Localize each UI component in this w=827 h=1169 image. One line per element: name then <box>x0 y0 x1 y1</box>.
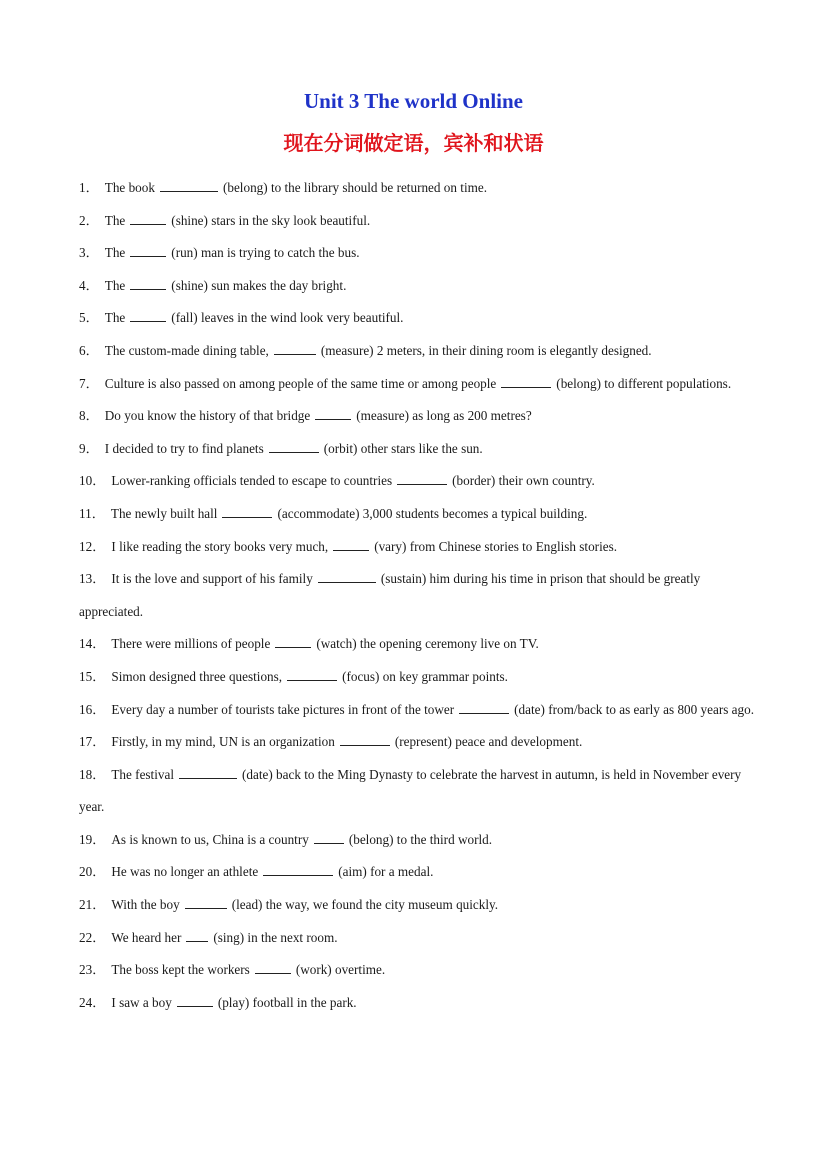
question-text-before: Do you know the history of that bridge <box>104 408 311 424</box>
question-text-before: Every day a number of tourists take pictures in front of the tower <box>111 701 455 717</box>
question-text-after: (sustain) him during his time in prison that should be greatly appreciated. <box>79 571 701 619</box>
answer-blank <box>333 539 369 551</box>
question-item <box>79 628 759 661</box>
answer-blank <box>130 310 166 322</box>
answer-blank <box>287 669 337 681</box>
question-text-before: I saw a boy <box>111 994 172 1010</box>
question-text-after: (fall) leaves in the wind look very beautiful. <box>171 310 404 326</box>
answer-blank <box>397 473 447 485</box>
question-item <box>79 237 759 270</box>
answer-blank <box>186 930 208 942</box>
page-title: Unit 3 The world Online <box>304 89 523 113</box>
question-number: 6． <box>79 342 99 358</box>
answer-blank <box>160 180 218 192</box>
question-text-after: (border) their own country. <box>452 473 595 489</box>
question-text-after: (focus) on key grammar points. <box>342 668 508 684</box>
question-item <box>79 205 759 238</box>
question-number: 5． <box>79 310 99 326</box>
question-number: 14． <box>79 636 106 652</box>
question-number: 23． <box>79 962 106 978</box>
question-number: 11． <box>79 505 105 521</box>
question-text-after: (belong) to the third world. <box>348 831 493 847</box>
question-text-before: I like reading the story books very much, <box>111 538 329 554</box>
question-text-after: (shine) sun makes the day bright. <box>171 277 347 293</box>
question-number: 9． <box>79 440 99 456</box>
answer-blank <box>314 832 344 844</box>
question-text-before: The <box>104 310 126 326</box>
question-text-before: I decided to try to find planets <box>104 440 264 456</box>
question-text-after: (orbit) other stars like the sun. <box>323 440 483 456</box>
question-item <box>79 498 759 531</box>
question-text-after: (aim) for a medal. <box>338 864 434 880</box>
question-item <box>79 531 759 564</box>
question-number: 3． <box>79 245 99 261</box>
question-list <box>79 172 759 1019</box>
question-text-after: (shine) stars in the sky look beautiful. <box>171 212 371 228</box>
question-number: 20． <box>79 864 106 880</box>
question-text-after: (watch) the opening ceremony live on TV. <box>316 636 539 652</box>
question-text-before: Culture is also passed on among people of the same time or among people <box>104 375 497 391</box>
answer-blank <box>222 506 272 518</box>
question-text-after: (measure) 2 meters, in their dining room is elegantly designed. <box>320 342 652 358</box>
question-item <box>79 172 759 205</box>
question-item <box>79 433 759 466</box>
question-text-after: (sing) in the next room. <box>213 929 338 945</box>
question-text-after: (belong) to the library should be returned on time. <box>222 180 488 195</box>
question-number: 7． <box>79 375 99 391</box>
question-item <box>79 302 759 335</box>
answer-blank <box>340 734 390 746</box>
answer-blank <box>177 995 213 1007</box>
question-number: 13． <box>79 571 106 587</box>
question-text-after: (date) from/back to as early as 800 years ago. <box>514 701 754 717</box>
question-item <box>79 661 759 694</box>
question-text-after: (run) man is trying to catch the bus. <box>171 245 360 261</box>
question-text-after: (lead) the way, we found the city museum quickly. <box>231 897 499 913</box>
question-item <box>79 368 759 401</box>
answer-blank <box>501 376 551 388</box>
answer-blank <box>459 702 509 714</box>
question-text-after: (play) football in the park. <box>217 994 357 1010</box>
question-text-before: He was no longer an athlete <box>111 864 259 880</box>
answer-blank <box>185 897 227 909</box>
answer-blank <box>130 213 166 225</box>
question-number: 19． <box>79 831 106 847</box>
answer-blank <box>130 278 166 290</box>
question-text-before: The newly built hall <box>110 505 218 521</box>
question-item <box>79 889 759 922</box>
question-text-after: (work) overtime. <box>295 962 386 978</box>
question-text-after: (accommodate) 3,000 students becomes a typical building. <box>277 505 588 521</box>
question-text-before: Firstly, in my mind, UN is an organization <box>111 734 335 750</box>
question-number: 1． <box>79 180 99 195</box>
question-number: 21． <box>79 897 106 913</box>
answer-blank <box>179 767 237 779</box>
question-number: 12． <box>79 538 106 554</box>
question-text-after: (measure) as long as 200 metres? <box>356 408 532 424</box>
question-text-before: Simon designed three questions, <box>111 668 283 684</box>
question-text-before: There were millions of people <box>111 636 271 652</box>
question-item <box>79 563 759 628</box>
answer-blank <box>274 343 316 355</box>
question-item <box>79 400 759 433</box>
question-text-before: As is known to us, China is a country <box>111 831 309 847</box>
question-text-before: The <box>104 245 126 261</box>
question-item <box>79 694 759 727</box>
answer-blank <box>318 571 376 583</box>
answer-blank <box>255 962 291 974</box>
answer-blank <box>315 408 351 420</box>
answer-blank <box>263 864 333 876</box>
question-number: 24． <box>79 994 106 1010</box>
question-item <box>79 856 759 889</box>
question-text-before: The boss kept the workers <box>111 962 250 978</box>
question-text-before: The book <box>104 180 155 195</box>
question-text-after: (vary) from Chinese stories to English stories. <box>374 538 618 554</box>
question-number: 18． <box>79 766 106 782</box>
answer-blank <box>130 245 166 257</box>
question-item <box>79 726 759 759</box>
answer-blank <box>269 441 319 453</box>
question-number: 10． <box>79 473 106 489</box>
question-item <box>79 270 759 303</box>
question-number: 22． <box>79 929 106 945</box>
question-text-after: (date) back to the Ming Dynasty to celebrate the harvest in autumn, is held in November every year. <box>79 766 742 815</box>
question-item <box>79 465 759 498</box>
question-text-before: The <box>104 212 126 228</box>
question-text-after: (represent) peace and development. <box>394 734 583 750</box>
question-number: 4． <box>79 277 99 293</box>
question-text-before: Lower-ranking officials tended to escape to countries <box>111 473 393 489</box>
question-text-before: The festival <box>111 766 174 782</box>
page-subtitle: 现在分词做定语，宾补和状语 <box>283 131 544 155</box>
question-text-before: The <box>104 277 126 293</box>
question-number: 15． <box>79 668 106 684</box>
question-text-before: We heard her <box>111 929 182 945</box>
question-text-after: (belong) to different populations. <box>556 375 732 391</box>
question-text-before: With the boy <box>111 897 180 913</box>
question-item <box>79 759 759 824</box>
question-number: 8． <box>79 408 99 424</box>
question-number: 16． <box>79 701 106 717</box>
question-number: 17． <box>79 734 106 750</box>
question-item <box>79 987 759 1020</box>
question-number: 2． <box>79 212 99 228</box>
question-item <box>79 824 759 857</box>
question-text-before: It is the love and support of his family <box>111 571 313 587</box>
question-item <box>79 954 759 987</box>
question-text-before: The custom-made dining table, <box>104 342 269 358</box>
question-item <box>79 335 759 368</box>
question-item <box>79 922 759 955</box>
answer-blank <box>275 636 311 648</box>
